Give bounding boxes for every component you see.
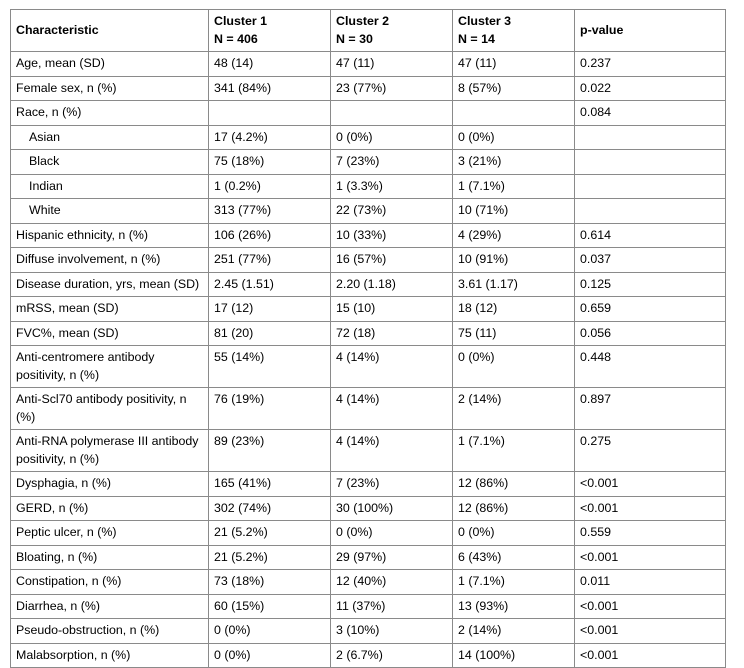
row-p-value xyxy=(575,125,726,150)
row-characteristic: mRSS, mean (SD) xyxy=(11,297,209,322)
row-cluster-3-value: 10 (71%) xyxy=(453,199,575,224)
row-cluster-1-value: 313 (77%) xyxy=(209,199,331,224)
table-row xyxy=(11,570,726,595)
table-row xyxy=(11,388,726,430)
table-row xyxy=(11,272,726,297)
header-cluster-3-n: N = 14 xyxy=(458,31,495,46)
row-characteristic: Hispanic ethnicity, n (%) xyxy=(11,223,209,248)
header-cluster-3-name: Cluster 3 xyxy=(458,14,512,28)
row-cluster-3-value: 4 (29%) xyxy=(453,223,575,248)
row-cluster-2-value: 15 (10) xyxy=(331,297,453,322)
row-cluster-2-value: 0 (0%) xyxy=(331,521,453,546)
row-cluster-1-value: 165 (41%) xyxy=(209,472,331,497)
table-row xyxy=(11,297,726,322)
row-cluster-2-value: 3 (10%) xyxy=(331,619,453,644)
row-cluster-2-value: 47 (11) xyxy=(331,52,453,77)
table-row xyxy=(11,430,726,472)
row-cluster-1-value: 2.45 (1.51) xyxy=(209,272,331,297)
header-cluster-1 xyxy=(209,10,331,52)
row-cluster-2-value: 30 (100%) xyxy=(331,496,453,521)
row-cluster-3-value: 0 (0%) xyxy=(453,346,575,388)
row-cluster-1-value: 73 (18%) xyxy=(209,570,331,595)
header-cluster-2 xyxy=(331,10,453,52)
table-row xyxy=(11,594,726,619)
table-row xyxy=(11,76,726,101)
row-cluster-1-value: 106 (26%) xyxy=(209,223,331,248)
table-row xyxy=(11,521,726,546)
row-characteristic: Peptic ulcer, n (%) xyxy=(11,521,209,546)
row-characteristic: GERD, n (%) xyxy=(11,496,209,521)
row-cluster-2-value: 16 (57%) xyxy=(331,248,453,273)
row-cluster-3-value xyxy=(453,101,575,126)
row-cluster-1-value: 60 (15%) xyxy=(209,594,331,619)
row-cluster-1-value: 0 (0%) xyxy=(209,643,331,668)
row-p-value: <0.001 xyxy=(575,594,726,619)
row-p-value: 0.659 xyxy=(575,297,726,322)
table-row xyxy=(11,125,726,150)
row-cluster-3-value: 10 (91%) xyxy=(453,248,575,273)
row-p-value: 0.011 xyxy=(575,570,726,595)
row-cluster-1-value: 17 (12) xyxy=(209,297,331,322)
table-row xyxy=(11,496,726,521)
row-cluster-2-value: 1 (3.3%) xyxy=(331,174,453,199)
row-cluster-3-value: 0 (0%) xyxy=(453,521,575,546)
row-cluster-3-value: 8 (57%) xyxy=(453,76,575,101)
table-row xyxy=(11,174,726,199)
row-cluster-2-value: 7 (23%) xyxy=(331,472,453,497)
table-body xyxy=(11,52,726,668)
row-characteristic: Indian xyxy=(11,174,209,199)
row-p-value: 0.084 xyxy=(575,101,726,126)
row-p-value: 0.056 xyxy=(575,321,726,346)
row-characteristic: Race, n (%) xyxy=(11,101,209,126)
row-characteristic: Constipation, n (%) xyxy=(11,570,209,595)
row-cluster-1-value: 341 (84%) xyxy=(209,76,331,101)
header-cluster-2-n: N = 30 xyxy=(336,31,373,46)
row-characteristic: Anti-RNA polymerase III antibody positivity, n (%) xyxy=(11,430,209,472)
row-cluster-2-value: 7 (23%) xyxy=(331,150,453,175)
header-characteristic: Characteristic xyxy=(11,10,209,52)
row-cluster-2-value xyxy=(331,101,453,126)
header-p-value: p-value xyxy=(575,10,726,52)
row-characteristic: Diffuse involvement, n (%) xyxy=(11,248,209,273)
row-p-value: <0.001 xyxy=(575,496,726,521)
row-cluster-2-value: 29 (97%) xyxy=(331,545,453,570)
row-p-value: <0.001 xyxy=(575,545,726,570)
row-p-value: 0.614 xyxy=(575,223,726,248)
table-row xyxy=(11,199,726,224)
row-cluster-1-value: 251 (77%) xyxy=(209,248,331,273)
row-p-value: 0.037 xyxy=(575,248,726,273)
row-cluster-2-value: 0 (0%) xyxy=(331,125,453,150)
row-cluster-3-value: 18 (12) xyxy=(453,297,575,322)
row-cluster-2-value: 22 (73%) xyxy=(331,199,453,224)
row-cluster-3-value: 14 (100%) xyxy=(453,643,575,668)
row-p-value: <0.001 xyxy=(575,472,726,497)
table-row xyxy=(11,101,726,126)
row-cluster-3-value: 2 (14%) xyxy=(453,388,575,430)
row-characteristic: Anti-centromere antibody positivity, n (%) xyxy=(11,346,209,388)
row-cluster-3-value: 1 (7.1%) xyxy=(453,570,575,595)
row-characteristic: Malabsorption, n (%) xyxy=(11,643,209,668)
table-row xyxy=(11,248,726,273)
row-p-value: 0.125 xyxy=(575,272,726,297)
row-cluster-1-value: 76 (19%) xyxy=(209,388,331,430)
header-cluster-1-name: Cluster 1 xyxy=(214,14,268,28)
row-p-value: 0.559 xyxy=(575,521,726,546)
table-row xyxy=(11,223,726,248)
row-characteristic: Diarrhea, n (%) xyxy=(11,594,209,619)
row-characteristic: FVC%, mean (SD) xyxy=(11,321,209,346)
row-p-value: 0.448 xyxy=(575,346,726,388)
row-p-value: <0.001 xyxy=(575,619,726,644)
row-cluster-1-value: 1 (0.2%) xyxy=(209,174,331,199)
table-row xyxy=(11,150,726,175)
row-cluster-3-value: 0 (0%) xyxy=(453,125,575,150)
row-characteristic: Bloating, n (%) xyxy=(11,545,209,570)
row-p-value: 0.022 xyxy=(575,76,726,101)
row-characteristic: White xyxy=(11,199,209,224)
table-row xyxy=(11,545,726,570)
cluster-characteristics-table xyxy=(10,9,726,668)
row-p-value xyxy=(575,199,726,224)
table-row xyxy=(11,472,726,497)
row-p-value: 0.275 xyxy=(575,430,726,472)
table-container xyxy=(10,9,726,668)
table-row xyxy=(11,346,726,388)
table-row xyxy=(11,619,726,644)
row-cluster-1-value xyxy=(209,101,331,126)
row-cluster-2-value: 4 (14%) xyxy=(331,346,453,388)
row-cluster-2-value: 11 (37%) xyxy=(331,594,453,619)
row-characteristic: Age, mean (SD) xyxy=(11,52,209,77)
header-cluster-1-n: N = 406 xyxy=(214,31,258,46)
row-cluster-1-value: 21 (5.2%) xyxy=(209,545,331,570)
header-row xyxy=(11,10,726,52)
row-cluster-1-value: 48 (14) xyxy=(209,52,331,77)
row-cluster-3-value: 12 (86%) xyxy=(453,496,575,521)
row-cluster-3-value: 1 (7.1%) xyxy=(453,174,575,199)
row-cluster-2-value: 23 (77%) xyxy=(331,76,453,101)
row-p-value: <0.001 xyxy=(575,643,726,668)
row-p-value: 0.897 xyxy=(575,388,726,430)
row-cluster-2-value: 2.20 (1.18) xyxy=(331,272,453,297)
row-cluster-1-value: 302 (74%) xyxy=(209,496,331,521)
row-cluster-3-value: 6 (43%) xyxy=(453,545,575,570)
header-cluster-3 xyxy=(453,10,575,52)
row-cluster-1-value: 0 (0%) xyxy=(209,619,331,644)
row-cluster-1-value: 75 (18%) xyxy=(209,150,331,175)
row-cluster-3-value: 13 (93%) xyxy=(453,594,575,619)
row-p-value xyxy=(575,150,726,175)
row-cluster-1-value: 89 (23%) xyxy=(209,430,331,472)
row-cluster-3-value: 47 (11) xyxy=(453,52,575,77)
row-p-value xyxy=(575,174,726,199)
row-cluster-2-value: 72 (18) xyxy=(331,321,453,346)
row-characteristic: Dysphagia, n (%) xyxy=(11,472,209,497)
row-characteristic: Anti-Scl70 antibody positivity, n (%) xyxy=(11,388,209,430)
row-cluster-3-value: 2 (14%) xyxy=(453,619,575,644)
row-cluster-2-value: 12 (40%) xyxy=(331,570,453,595)
row-cluster-3-value: 12 (86%) xyxy=(453,472,575,497)
table-row xyxy=(11,52,726,77)
row-cluster-1-value: 55 (14%) xyxy=(209,346,331,388)
row-cluster-2-value: 4 (14%) xyxy=(331,430,453,472)
row-cluster-3-value: 3.61 (1.17) xyxy=(453,272,575,297)
row-characteristic: Female sex, n (%) xyxy=(11,76,209,101)
row-cluster-3-value: 1 (7.1%) xyxy=(453,430,575,472)
row-cluster-3-value: 75 (11) xyxy=(453,321,575,346)
row-characteristic: Asian xyxy=(11,125,209,150)
table-row xyxy=(11,321,726,346)
row-cluster-1-value: 81 (20) xyxy=(209,321,331,346)
header-cluster-2-name: Cluster 2 xyxy=(336,14,390,28)
row-cluster-1-value: 21 (5.2%) xyxy=(209,521,331,546)
row-cluster-3-value: 3 (21%) xyxy=(453,150,575,175)
row-characteristic: Pseudo-obstruction, n (%) xyxy=(11,619,209,644)
row-cluster-2-value: 10 (33%) xyxy=(331,223,453,248)
row-cluster-2-value: 2 (6.7%) xyxy=(331,643,453,668)
row-p-value: 0.237 xyxy=(575,52,726,77)
row-cluster-2-value: 4 (14%) xyxy=(331,388,453,430)
row-characteristic: Black xyxy=(11,150,209,175)
row-characteristic: Disease duration, yrs, mean (SD) xyxy=(11,272,209,297)
row-cluster-1-value: 17 (4.2%) xyxy=(209,125,331,150)
